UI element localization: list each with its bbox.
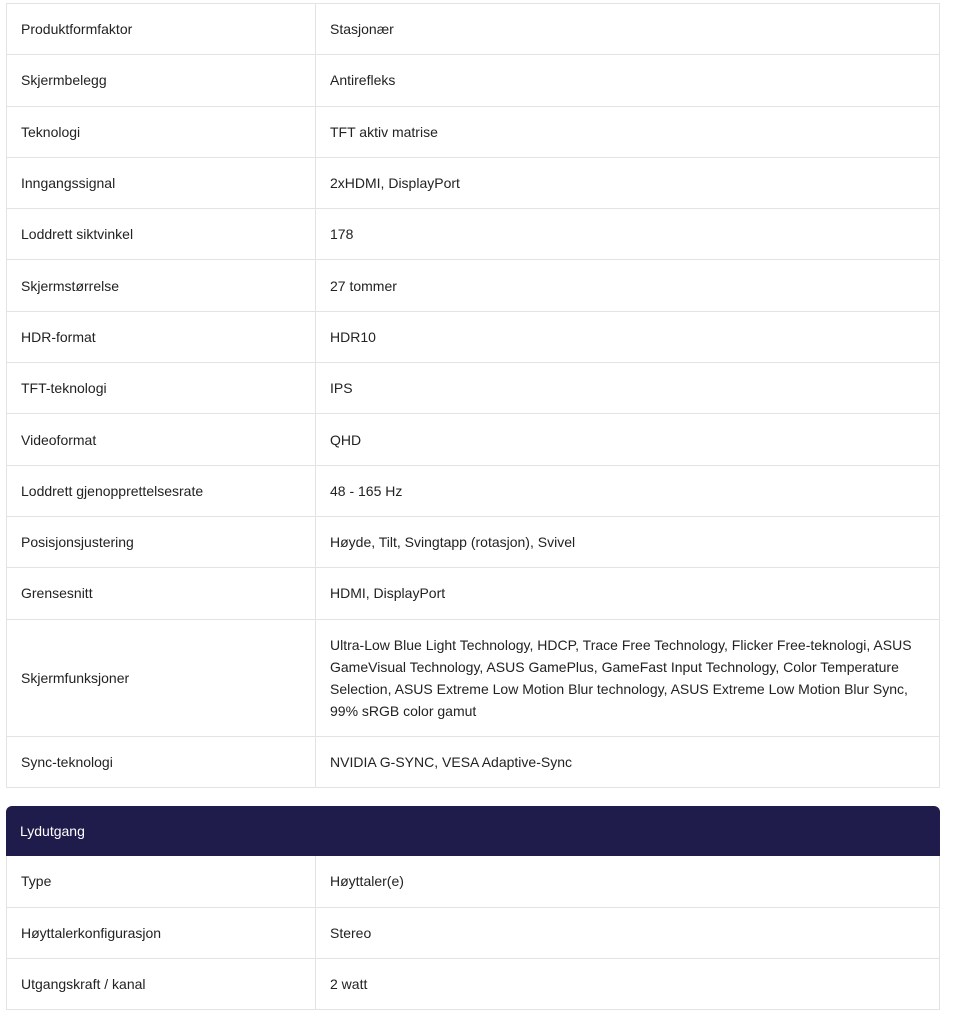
spec-label: Type [7,856,316,907]
spec-value: QHD [316,414,940,465]
spec-label: Posisjonsjustering [7,516,316,567]
table-row [7,959,940,1010]
display-spec-table [6,3,940,788]
spec-value: HDR10 [316,311,940,362]
table-row [7,106,940,157]
spec-value: HDMI, DisplayPort [316,568,940,619]
spec-value: Antirefleks [316,55,940,106]
table-row [7,209,940,260]
spec-value: Stasjonær [316,4,940,55]
spec-value: Høyttaler(e) [316,856,940,907]
spec-label: Videoformat [7,414,316,465]
table-row [7,736,940,787]
spec-value: Høyde, Tilt, Svingtapp (rotasjon), Svivel [316,516,940,567]
audio-spec-table [6,856,940,1010]
section-title: Lydutgang [20,823,85,839]
spec-value: Stereo [316,907,940,958]
spec-label: Loddrett siktvinkel [7,209,316,260]
spec-label: Loddrett gjenopprettelsesrate [7,465,316,516]
spec-label: Sync-teknologi [7,736,316,787]
spec-value: 27 tommer [316,260,940,311]
table-row [7,363,940,414]
table-row [7,568,940,619]
spec-value: 178 [316,209,940,260]
spec-value: 2xHDMI, DisplayPort [316,157,940,208]
spec-label: Skjermbelegg [7,55,316,106]
table-row [7,311,940,362]
spec-label: HDR-format [7,311,316,362]
spec-label: Utgangskraft / kanal [7,959,316,1010]
spec-value: 48 - 165 Hz [316,465,940,516]
table-row [7,907,940,958]
spec-label: Skjermfunksjoner [7,619,316,736]
table-row [7,4,940,55]
table-row [7,619,940,736]
table-row [7,55,940,106]
spec-value: TFT aktiv matrise [316,106,940,157]
spec-label: Teknologi [7,106,316,157]
spec-label: Grensesnitt [7,568,316,619]
spec-value: NVIDIA G-SYNC, VESA Adaptive-Sync [316,736,940,787]
spec-label: Inngangssignal [7,157,316,208]
spec-value: 2 watt [316,959,940,1010]
spec-value: IPS [316,363,940,414]
table-row [7,414,940,465]
spec-label: Produktformfaktor [7,4,316,55]
spec-label: Skjermstørrelse [7,260,316,311]
table-row [7,856,940,907]
spec-label: Høyttalerkonfigurasjon [7,907,316,958]
table-row [7,516,940,567]
spec-value: Ultra-Low Blue Light Technology, HDCP, Trace Free Technology, Flicker Free-teknologi, ASUS GameVisual Technology, ASUS GamePlus, GameFast Input Technology, Color Temperature Selection, ASUS Extreme Low Motion Blur technology, ASUS Extreme Low Motion Blur Sync, 99% sRGB color gamut [316,619,940,736]
spec-label: TFT-teknologi [7,363,316,414]
table-row [7,260,940,311]
table-row [7,465,940,516]
table-row [7,157,940,208]
section-header-audio [6,806,940,856]
